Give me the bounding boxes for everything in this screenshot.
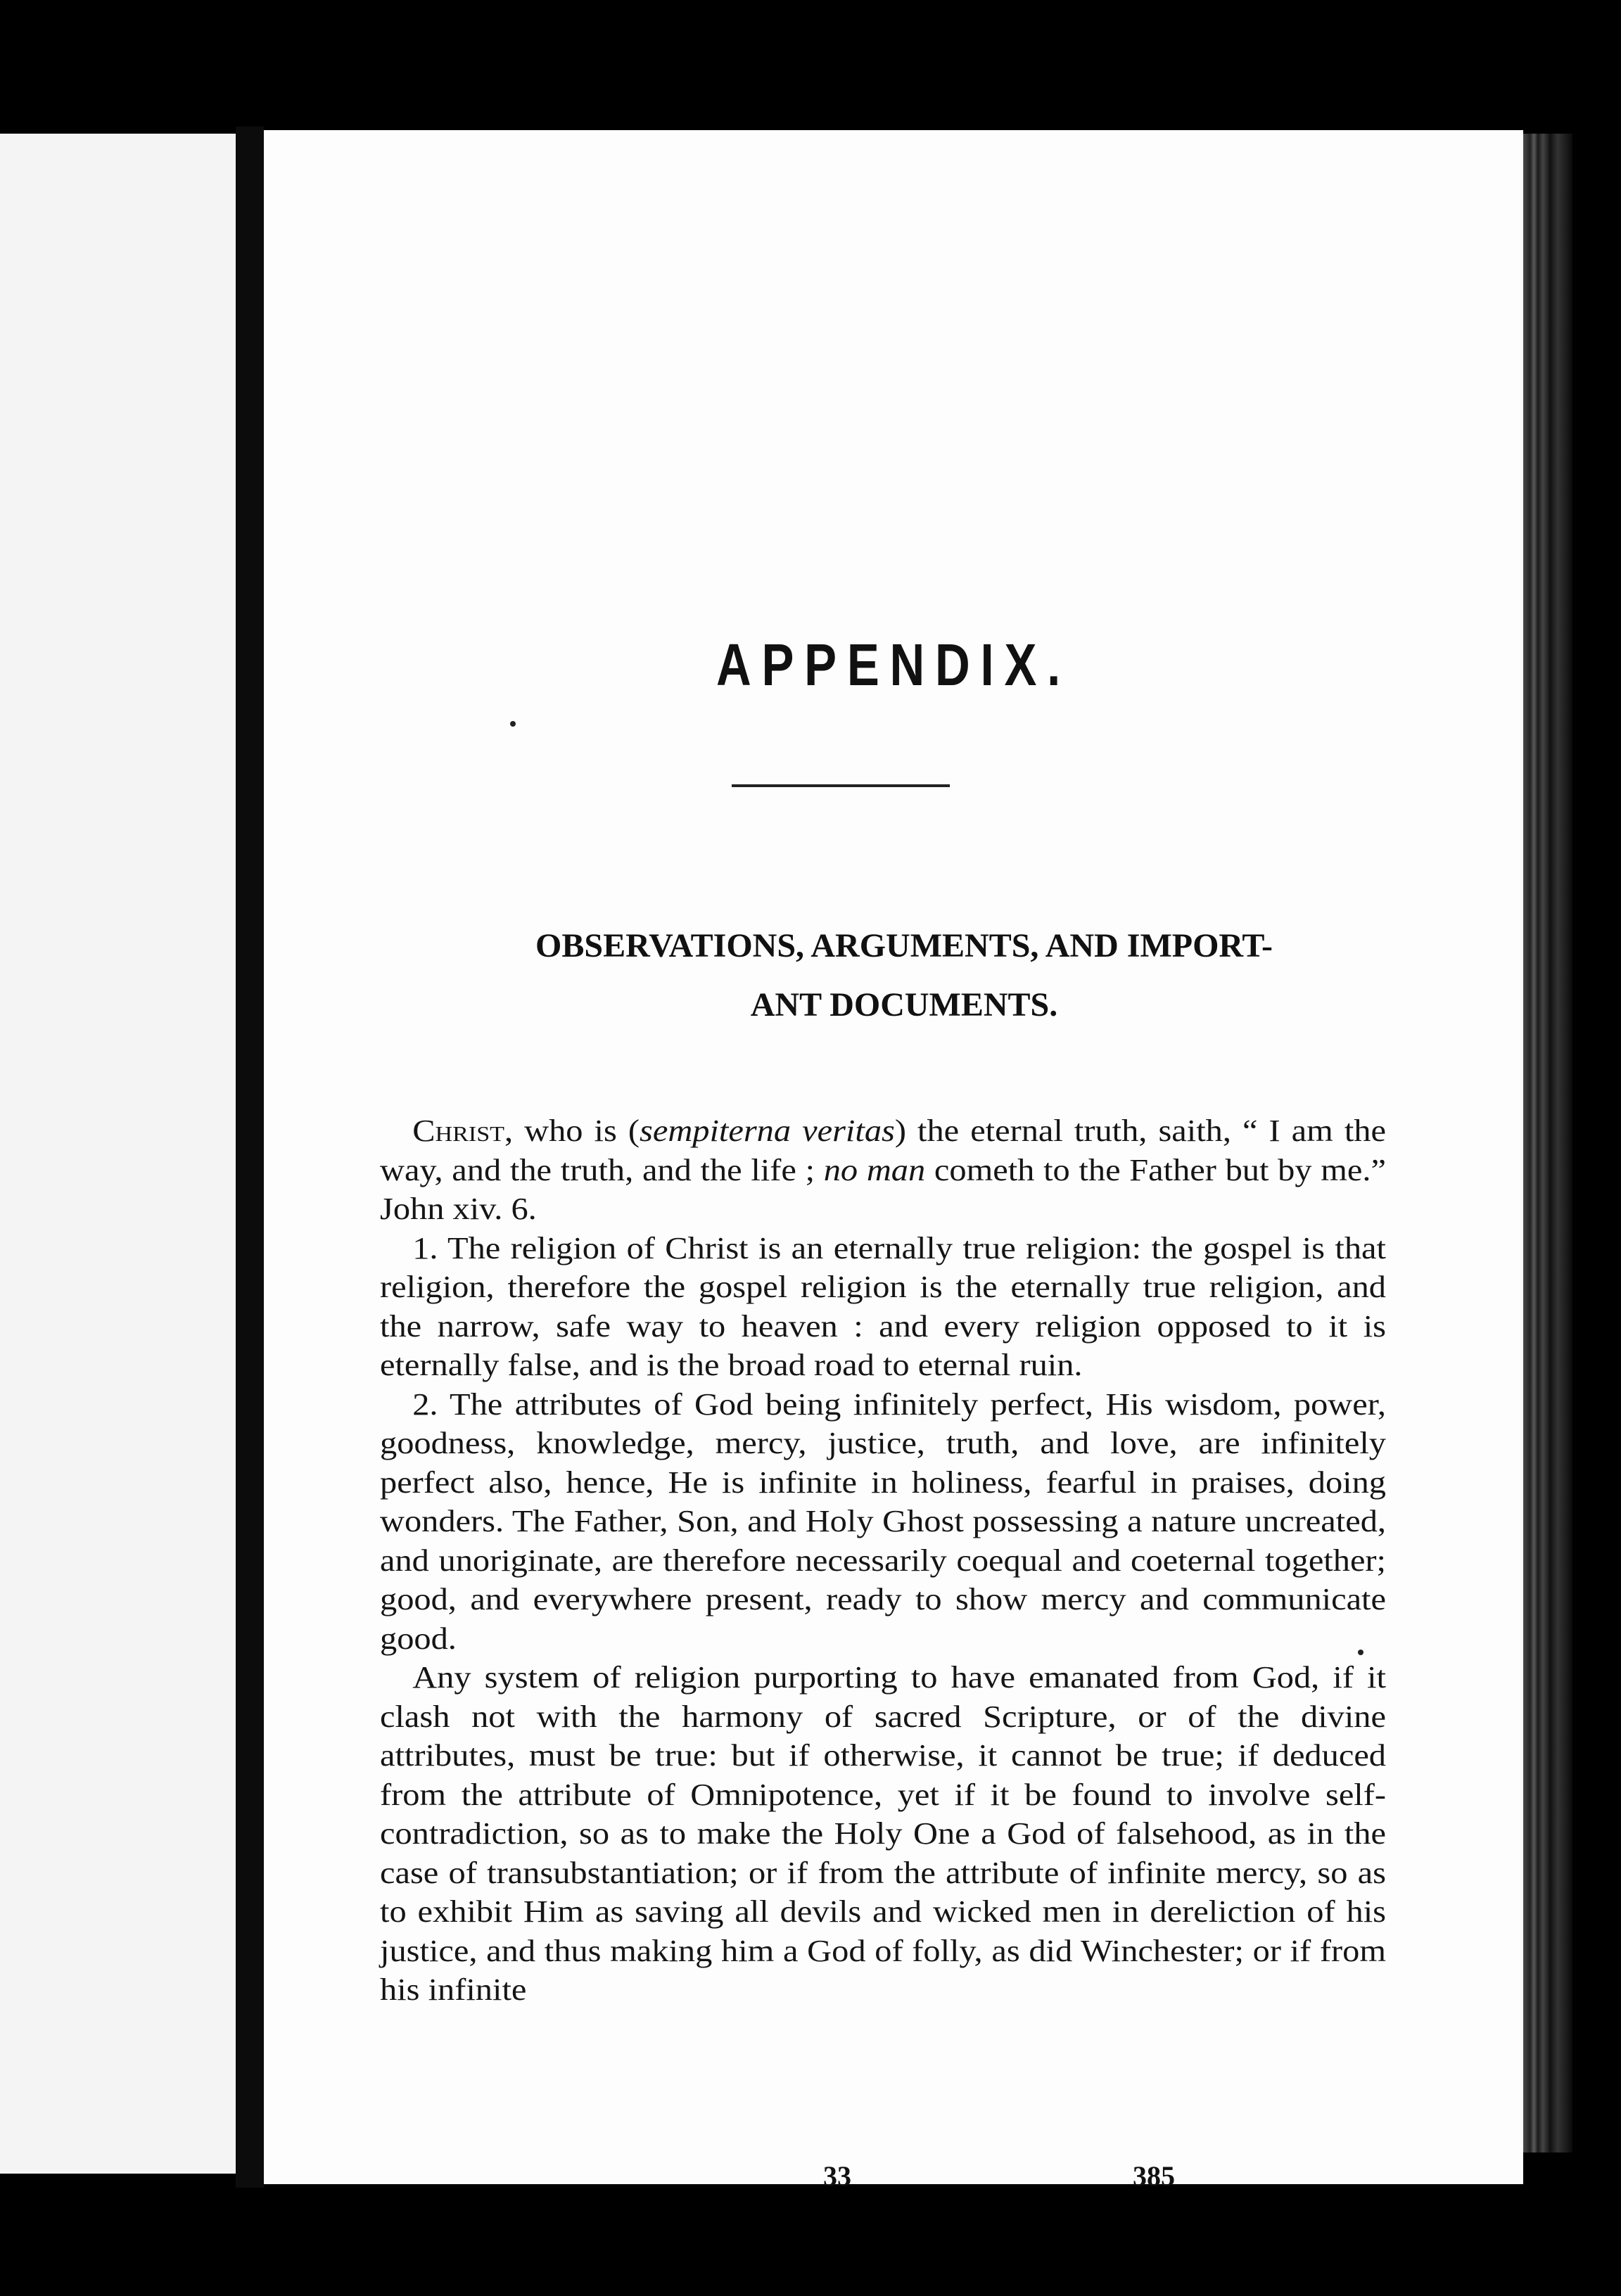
section-heading-line-1: OBSERVATIONS, ARGUMENTS, AND IMPORT- bbox=[535, 927, 1273, 964]
intro-text-2: ) the eternal truth, saith, “ I am the way, and the truth, and the life ; bbox=[380, 1114, 1386, 1187]
signature-mark: 33 bbox=[823, 2160, 851, 2192]
book-page bbox=[264, 130, 1523, 2192]
speck bbox=[510, 721, 516, 727]
section-heading bbox=[376, 917, 1432, 1035]
speck bbox=[1358, 1650, 1363, 1655]
intro-text-1: , who is ( bbox=[504, 1114, 640, 1148]
facing-page-edge bbox=[0, 134, 236, 2174]
section-heading-line-2: ANT DOCUMENTS. bbox=[750, 986, 1058, 1023]
intro-lead-word: Christ bbox=[412, 1114, 505, 1148]
paragraph-2: 2. The attributes of God being infinitely perfect, His wisdom, power, goodness, knowledge, mercy, justice, truth, and love, are infinitely perfect also, hence, He is infinite in holiness, fearful in praises, doing wonders. The Father, Son, and Holy Ghost possessing a nature uncreated, and unoriginate, are therefore necessarily coequal and coeternal together; good, and everywhere present, ready to show mercy and communicate good. bbox=[380, 1386, 1387, 1656]
intro-latin-phrase: sempiterna veritas bbox=[639, 1114, 895, 1148]
page-title: APPENDIX. bbox=[716, 632, 1072, 698]
intro-text-3: cometh to the Father but by me.” John xiv. 6. bbox=[380, 1152, 1386, 1226]
intro-emphasis: no man bbox=[823, 1152, 926, 1187]
paragraph-3: Any system of religion purporting to have emanated from God, if it clash not with the harmony of sacred Scripture, or of the divine attributes, must be true: but if otherwise, it cannot be true; if deduced from the attribute of Omnipotence, yet if it be found to involve self-contradiction, so as to make the Holy One a God of falsehood, as in the case of transubstantiation; or if from the attribute of infinite mercy, so as to exhibit Him as saving all devils and wicked men in dereliction of his justice, and thus making him a God of folly, as did Winchester; or if from his infinite bbox=[380, 1660, 1387, 2007]
page-number: 385 bbox=[1133, 2160, 1175, 2192]
book-gutter bbox=[236, 127, 264, 2188]
body-text bbox=[380, 1111, 1386, 2010]
intro-paragraph bbox=[380, 1111, 1386, 1229]
paragraph-1: 1. The religion of Christ is an eternally true religion: the gospel is that religion, therefore the gospel religion is the eternally true religion, and the narrow, safe way to heaven : and every religion opposed to it is eternally false, and is the broad road to eternal ruin. bbox=[380, 1230, 1387, 1382]
page-block-edge bbox=[1523, 134, 1572, 2152]
title-rule bbox=[732, 784, 950, 787]
